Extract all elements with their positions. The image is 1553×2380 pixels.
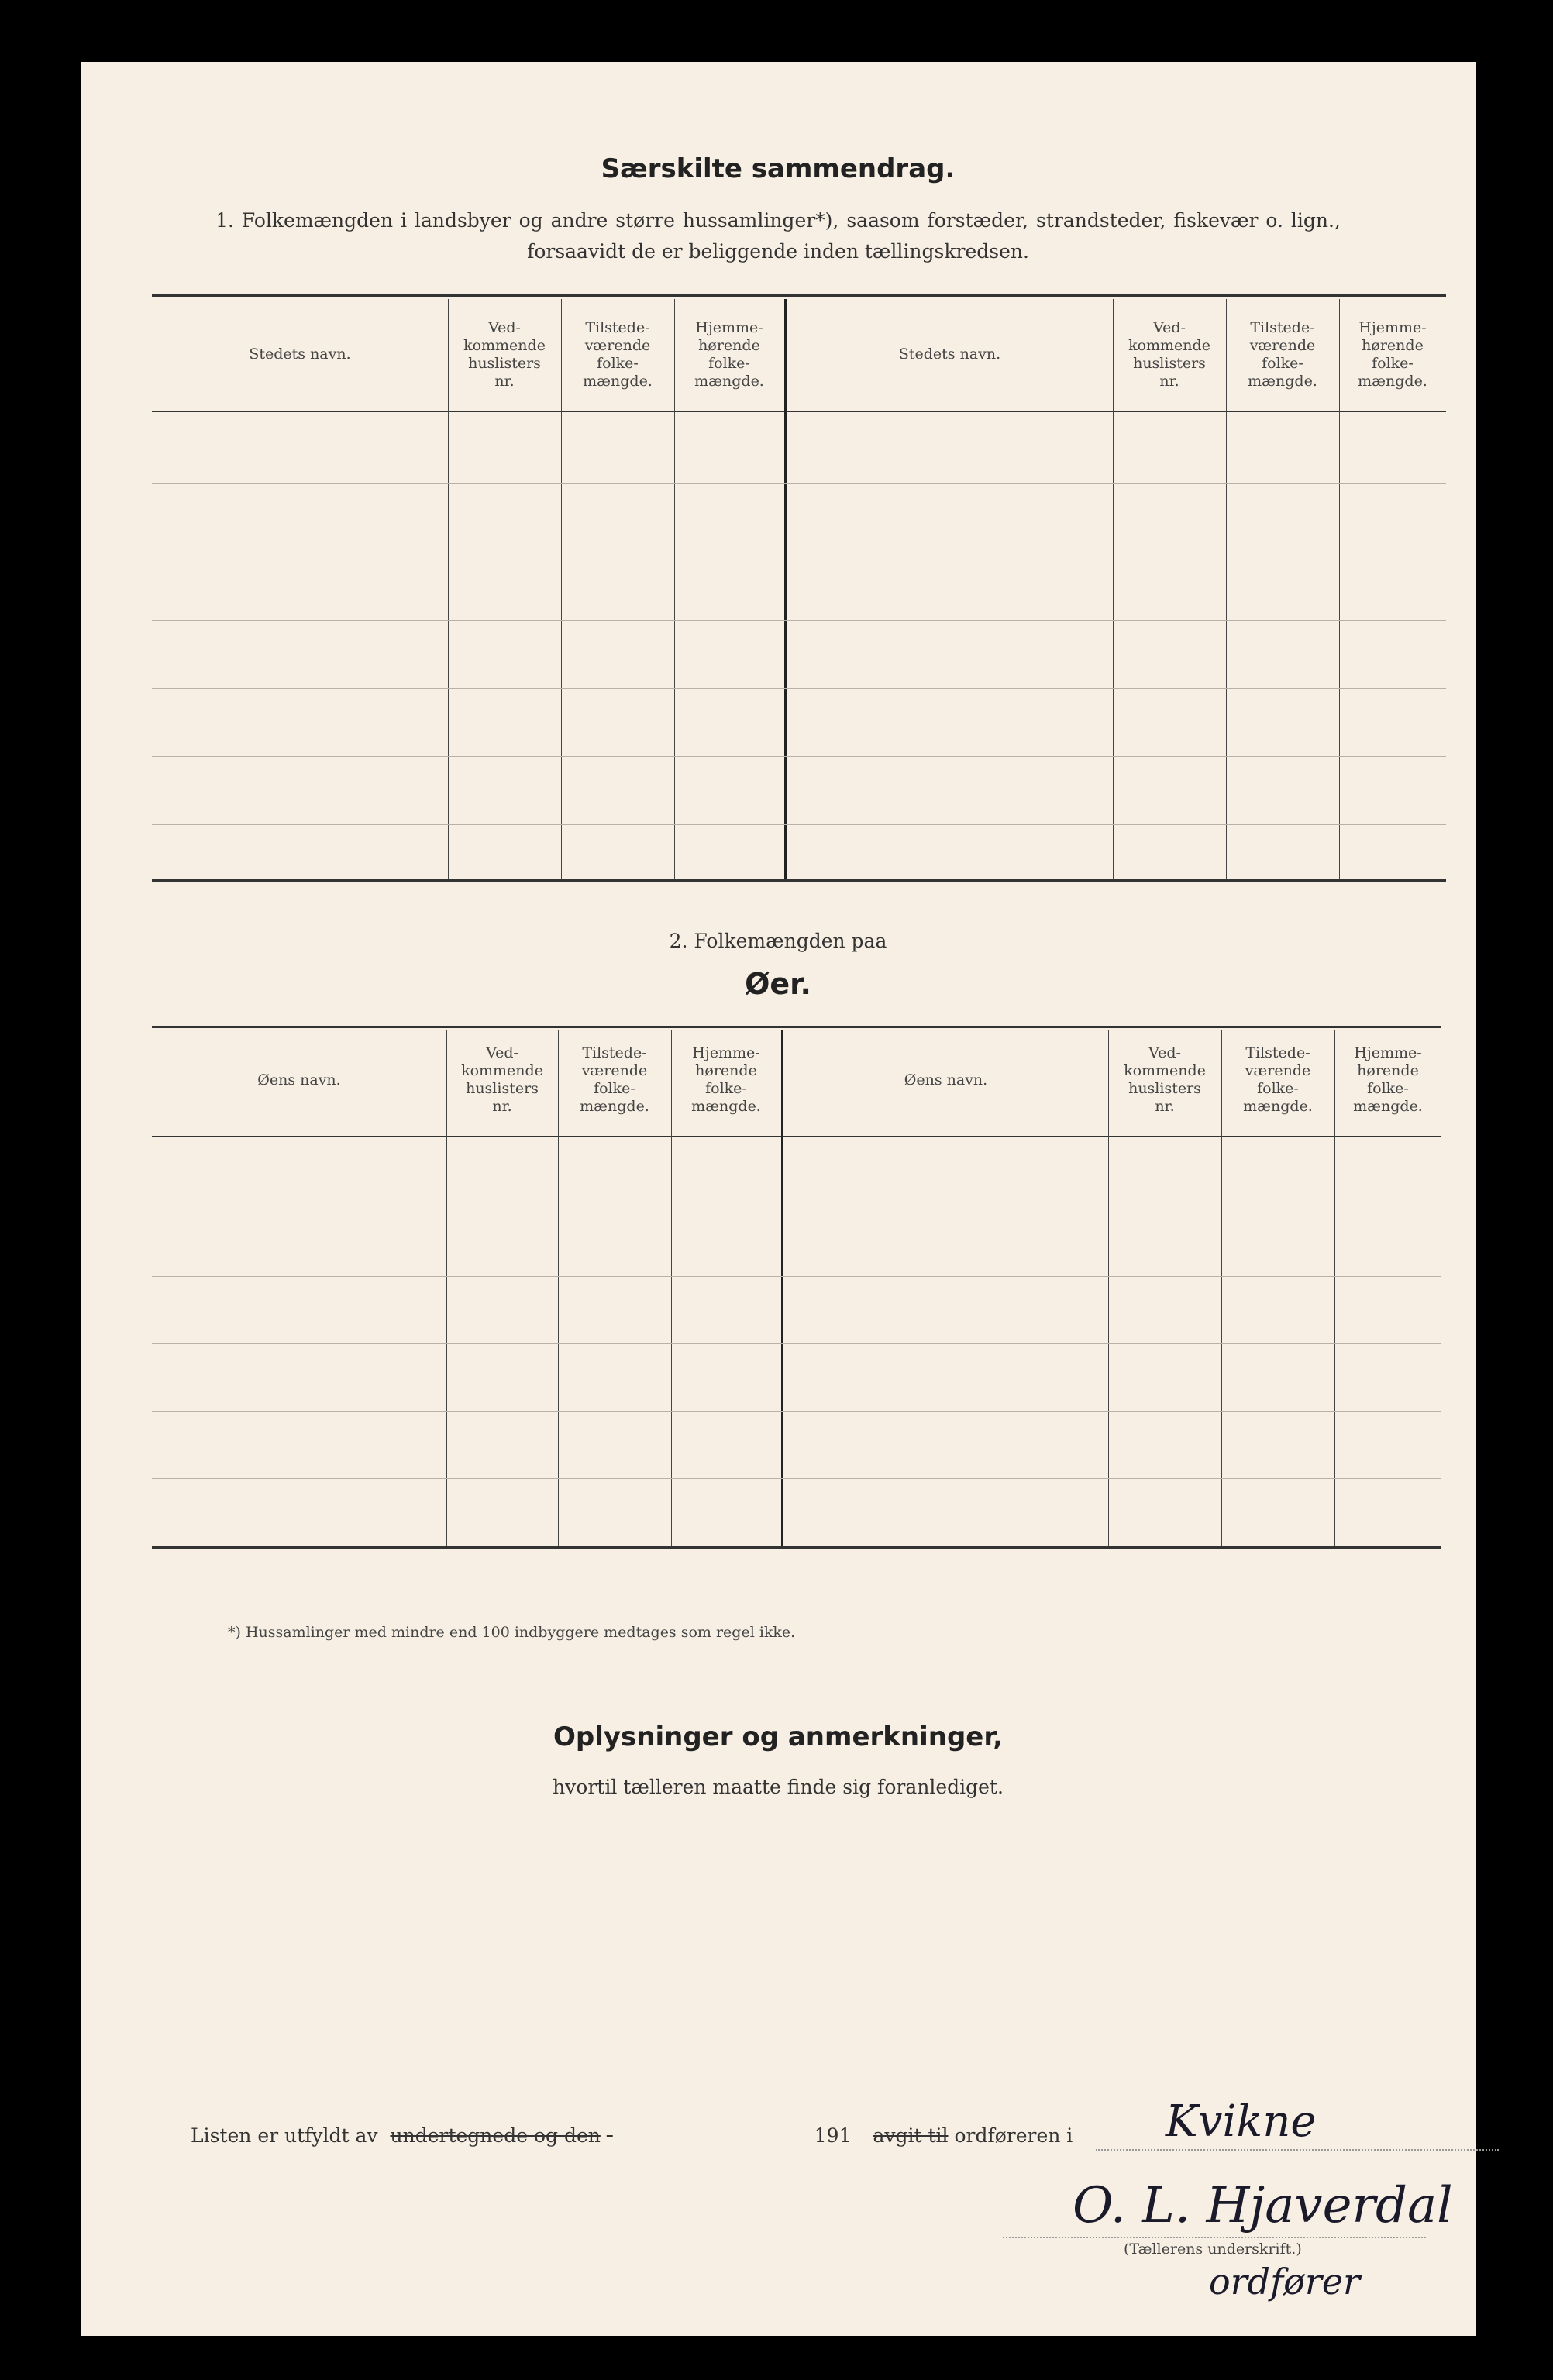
handwritten-place: Kvikne	[1166, 2096, 1317, 2147]
table-row	[152, 483, 1446, 484]
remarks-subtitle: hvortil tælleren maatte finde sig foranlediget.	[553, 1776, 1004, 1798]
t1-col-hjemme-left: Hjemme- hørende folke- mængde.	[694, 319, 764, 390]
signature-label: (Tællerens underskrift.)	[1124, 2241, 1302, 2258]
table1-bottom-rule	[152, 879, 1446, 882]
table-row	[152, 1276, 1441, 1277]
footnote: *) Hussamlinger med mindre end 100 indbyggere medtages som regel ikke.	[228, 1624, 796, 1641]
table2-bottom-rule	[152, 1546, 1441, 1549]
t1-col-hjemme-right: Hjemme- hørende folke- mængde.	[1358, 319, 1427, 390]
t1-col-huslister-right: Ved- kommende huslisters nr.	[1128, 319, 1210, 390]
struck-blank	[607, 2124, 808, 2147]
table-row	[152, 620, 1446, 621]
t1-col-stedets-navn-left: Stedets navn.	[249, 346, 351, 363]
handwritten-signature: O. L. Hjaverdal	[1073, 2177, 1453, 2234]
section2-heading: 2. Folkemængden paa	[669, 930, 887, 952]
table1-header-rule	[152, 411, 1446, 412]
table-row	[152, 824, 1446, 825]
t1-col-tilstede-left: Tilstede- værende folke- mængde.	[583, 319, 653, 390]
table-row	[152, 1343, 1441, 1344]
t2-col-oens-navn-right: Øens navn.	[904, 1071, 988, 1089]
handwritten-title: ordfører	[1209, 2261, 1361, 2303]
t2-col-huslister-right: Ved- kommende huslisters nr.	[1124, 1044, 1206, 1115]
section1-intro-line1: 1. Folkemængden i landsbyer og andre større hussamlinger*), saasom forstæder, strandsteder, fiskevær o. lign.,	[215, 209, 1341, 232]
section1-intro-line2: forsaavidt de er beliggende inden tællingskredsen.	[527, 240, 1029, 263]
census-form-page	[81, 62, 1476, 2336]
remarks-title: Oplysninger og anmerkninger,	[553, 1721, 1004, 1752]
table-row	[152, 688, 1446, 689]
table1-top-rule	[152, 294, 1446, 297]
table-row	[152, 756, 1446, 757]
t2-col-oens-navn-left: Øens navn.	[257, 1071, 341, 1089]
t2-col-hjemme-left: Hjemme- hørende folke- mængde.	[691, 1044, 761, 1115]
section1-title: Særskilte sammendrag.	[601, 153, 956, 184]
t2-col-tilstede-right: Tilstede- værende folke- mængde.	[1243, 1044, 1313, 1115]
to-text: ordføreren i	[954, 2124, 1073, 2147]
table-row	[152, 1478, 1441, 1479]
t2-col-huslister-left: Ved- kommende huslisters nr.	[461, 1044, 543, 1115]
section2-title: Øer.	[745, 967, 811, 1001]
place-dotted-line	[1096, 2149, 1499, 2151]
signature-dotted-line	[1003, 2237, 1426, 2238]
table2-header-rule	[152, 1136, 1441, 1137]
signature-line	[191, 2124, 1073, 2147]
table-row	[152, 1411, 1441, 1412]
struck-text: undertegnede og den	[390, 2124, 601, 2147]
struck-text2: avgit til	[873, 2124, 949, 2147]
t1-col-tilstede-right: Tilstede- værende folke- mængde.	[1248, 319, 1317, 390]
t2-col-tilstede-left: Tilstede- værende folke- mængde.	[580, 1044, 649, 1115]
t1-col-huslister-left: Ved- kommende huslisters nr.	[463, 319, 546, 390]
t1-col-stedets-navn-right: Stedets navn.	[898, 346, 1001, 363]
table2-top-rule	[152, 1026, 1441, 1028]
t2-col-hjemme-right: Hjemme- hørende folke- mængde.	[1353, 1044, 1423, 1115]
year-text: 191	[814, 2124, 852, 2147]
signature-prefix: Listen er utfyldt av	[191, 2124, 378, 2147]
